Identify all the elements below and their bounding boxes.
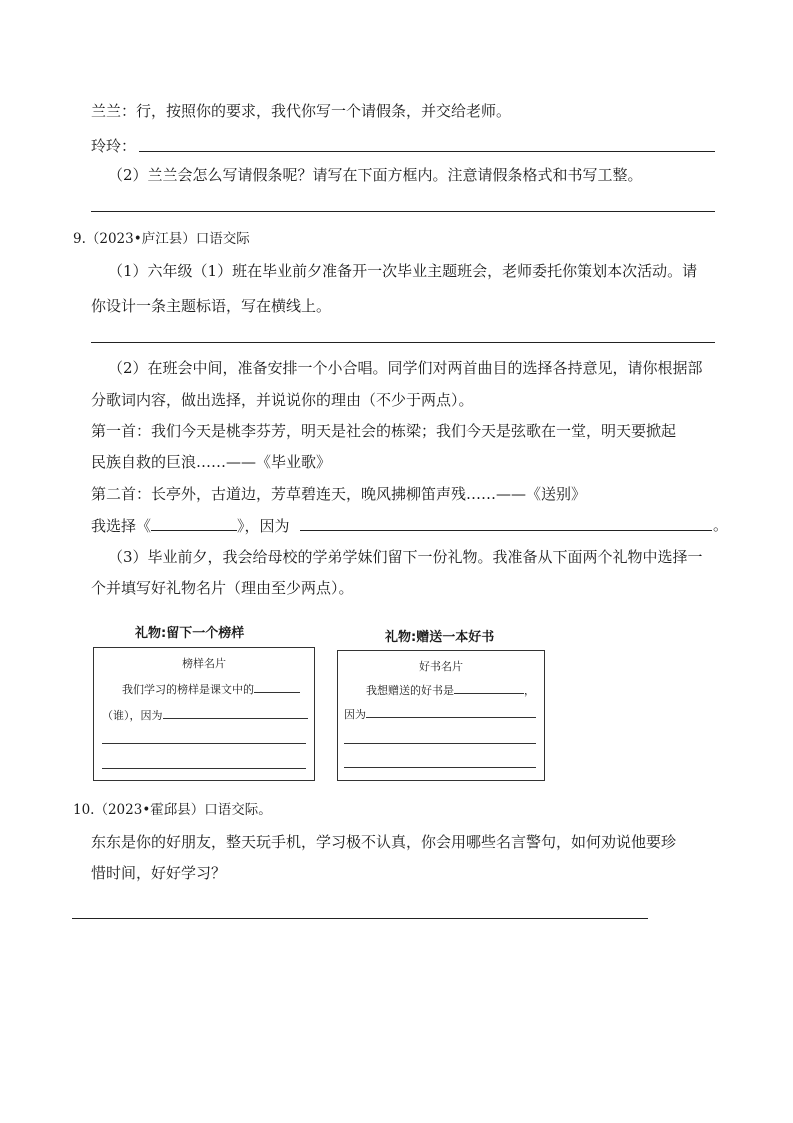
dialogue-lingling-label: 玲玲： <box>91 137 137 155</box>
choice-mid: 》，因为 <box>237 517 290 535</box>
question-9-2-line2: 分歌词内容，做出选择，并说说你的理由（不少于两点）。 <box>91 391 474 409</box>
role-model-line-2[interactable] <box>102 768 306 769</box>
song-1-line1: 第一首：我们今天是桃李芬芳，明天是社会的栋梁；我们今天是弦歌在一堂，明天要掀起 <box>91 422 677 440</box>
question-9-header: 9.（2023•庐江县）口语交际 <box>73 231 250 247</box>
question-9-3-line1: （3）毕业前夕，我会给母校的学弟学妹们留下一份礼物。我准备从下面两个礼物中选择一 <box>108 548 703 566</box>
gift-left-title: 礼物:留下一个榜样 <box>135 626 245 641</box>
good-book-blank[interactable] <box>454 682 524 694</box>
answer-line-8-2[interactable] <box>91 211 715 212</box>
song-2: 第二首：长亭外，古道边，芳草碧连天，晚风拂柳笛声残……——《送别》 <box>91 485 587 503</box>
role-model-row1: 我们学习的榜样是课文中的 <box>122 681 300 697</box>
role-model-row2: （谁），因为 <box>102 707 308 723</box>
choice-row <box>91 515 290 536</box>
good-book-row1: 我想赠送的好书是 ， <box>366 684 535 697</box>
question-10-line2: 惜时间，好好学习？ <box>91 864 227 882</box>
question-9-1-line1: （1）六年级（1）班在毕业前夕准备开一次毕业主题班会，老师委托你策划本次活动。请 <box>108 262 698 280</box>
role-model-card-title: 榜样名片 <box>182 657 226 670</box>
good-book-row2: 因为 <box>344 706 536 722</box>
question-9-2-line1: （2）在班会中间，准备安排一个小合唱。同学们对两首曲目的选择各持意见，请你根据部 <box>108 359 703 377</box>
gift-right-title: 礼物:赠送一本好书 <box>385 630 495 645</box>
role-model-blank[interactable] <box>254 681 300 693</box>
role-model-card <box>93 647 315 781</box>
good-book-reason-blank[interactable] <box>366 706 536 718</box>
role-model-line-1[interactable] <box>102 743 306 744</box>
song-choice-blank[interactable] <box>151 515 237 531</box>
dialogue-lanlan: 兰兰：行，按照你的要求，我代你写一个请假条，并交给老师。 <box>91 102 512 120</box>
question-9-3-line2: 个并填写好礼物名片（理由至少两点）。 <box>91 579 354 597</box>
question-10-line1: 东东是你的好朋友，整天玩手机，学习极不认真，你会用哪些名言警句，如何劝说他要珍 <box>91 833 677 851</box>
good-book-card <box>337 650 545 781</box>
good-book-card-title: 好书名片 <box>419 660 463 673</box>
answer-line-lingling[interactable] <box>139 151 715 152</box>
role-model-reason-blank[interactable] <box>163 707 308 719</box>
reason-answer-line[interactable] <box>300 530 712 531</box>
choice-end: 。 <box>713 516 729 534</box>
good-book-line-1[interactable] <box>344 743 536 744</box>
question-9-1-line2: 你设计一条主题标语，写在横线上。 <box>91 297 332 315</box>
choice-prefix: 我选择《 <box>91 517 152 535</box>
good-book-line-2[interactable] <box>344 767 536 768</box>
song-1-line2: 民族自救的巨浪……——《毕业歌》 <box>91 453 332 471</box>
answer-line-9-1[interactable] <box>91 342 715 343</box>
question-8-2: （2）兰兰会怎么写请假条呢？请写在下面方框内。注意请假条格式和书写工整。 <box>108 166 643 184</box>
answer-line-10[interactable] <box>72 918 648 919</box>
question-10-header: 10.（2023•霍邱县）口语交际。 <box>73 802 272 818</box>
